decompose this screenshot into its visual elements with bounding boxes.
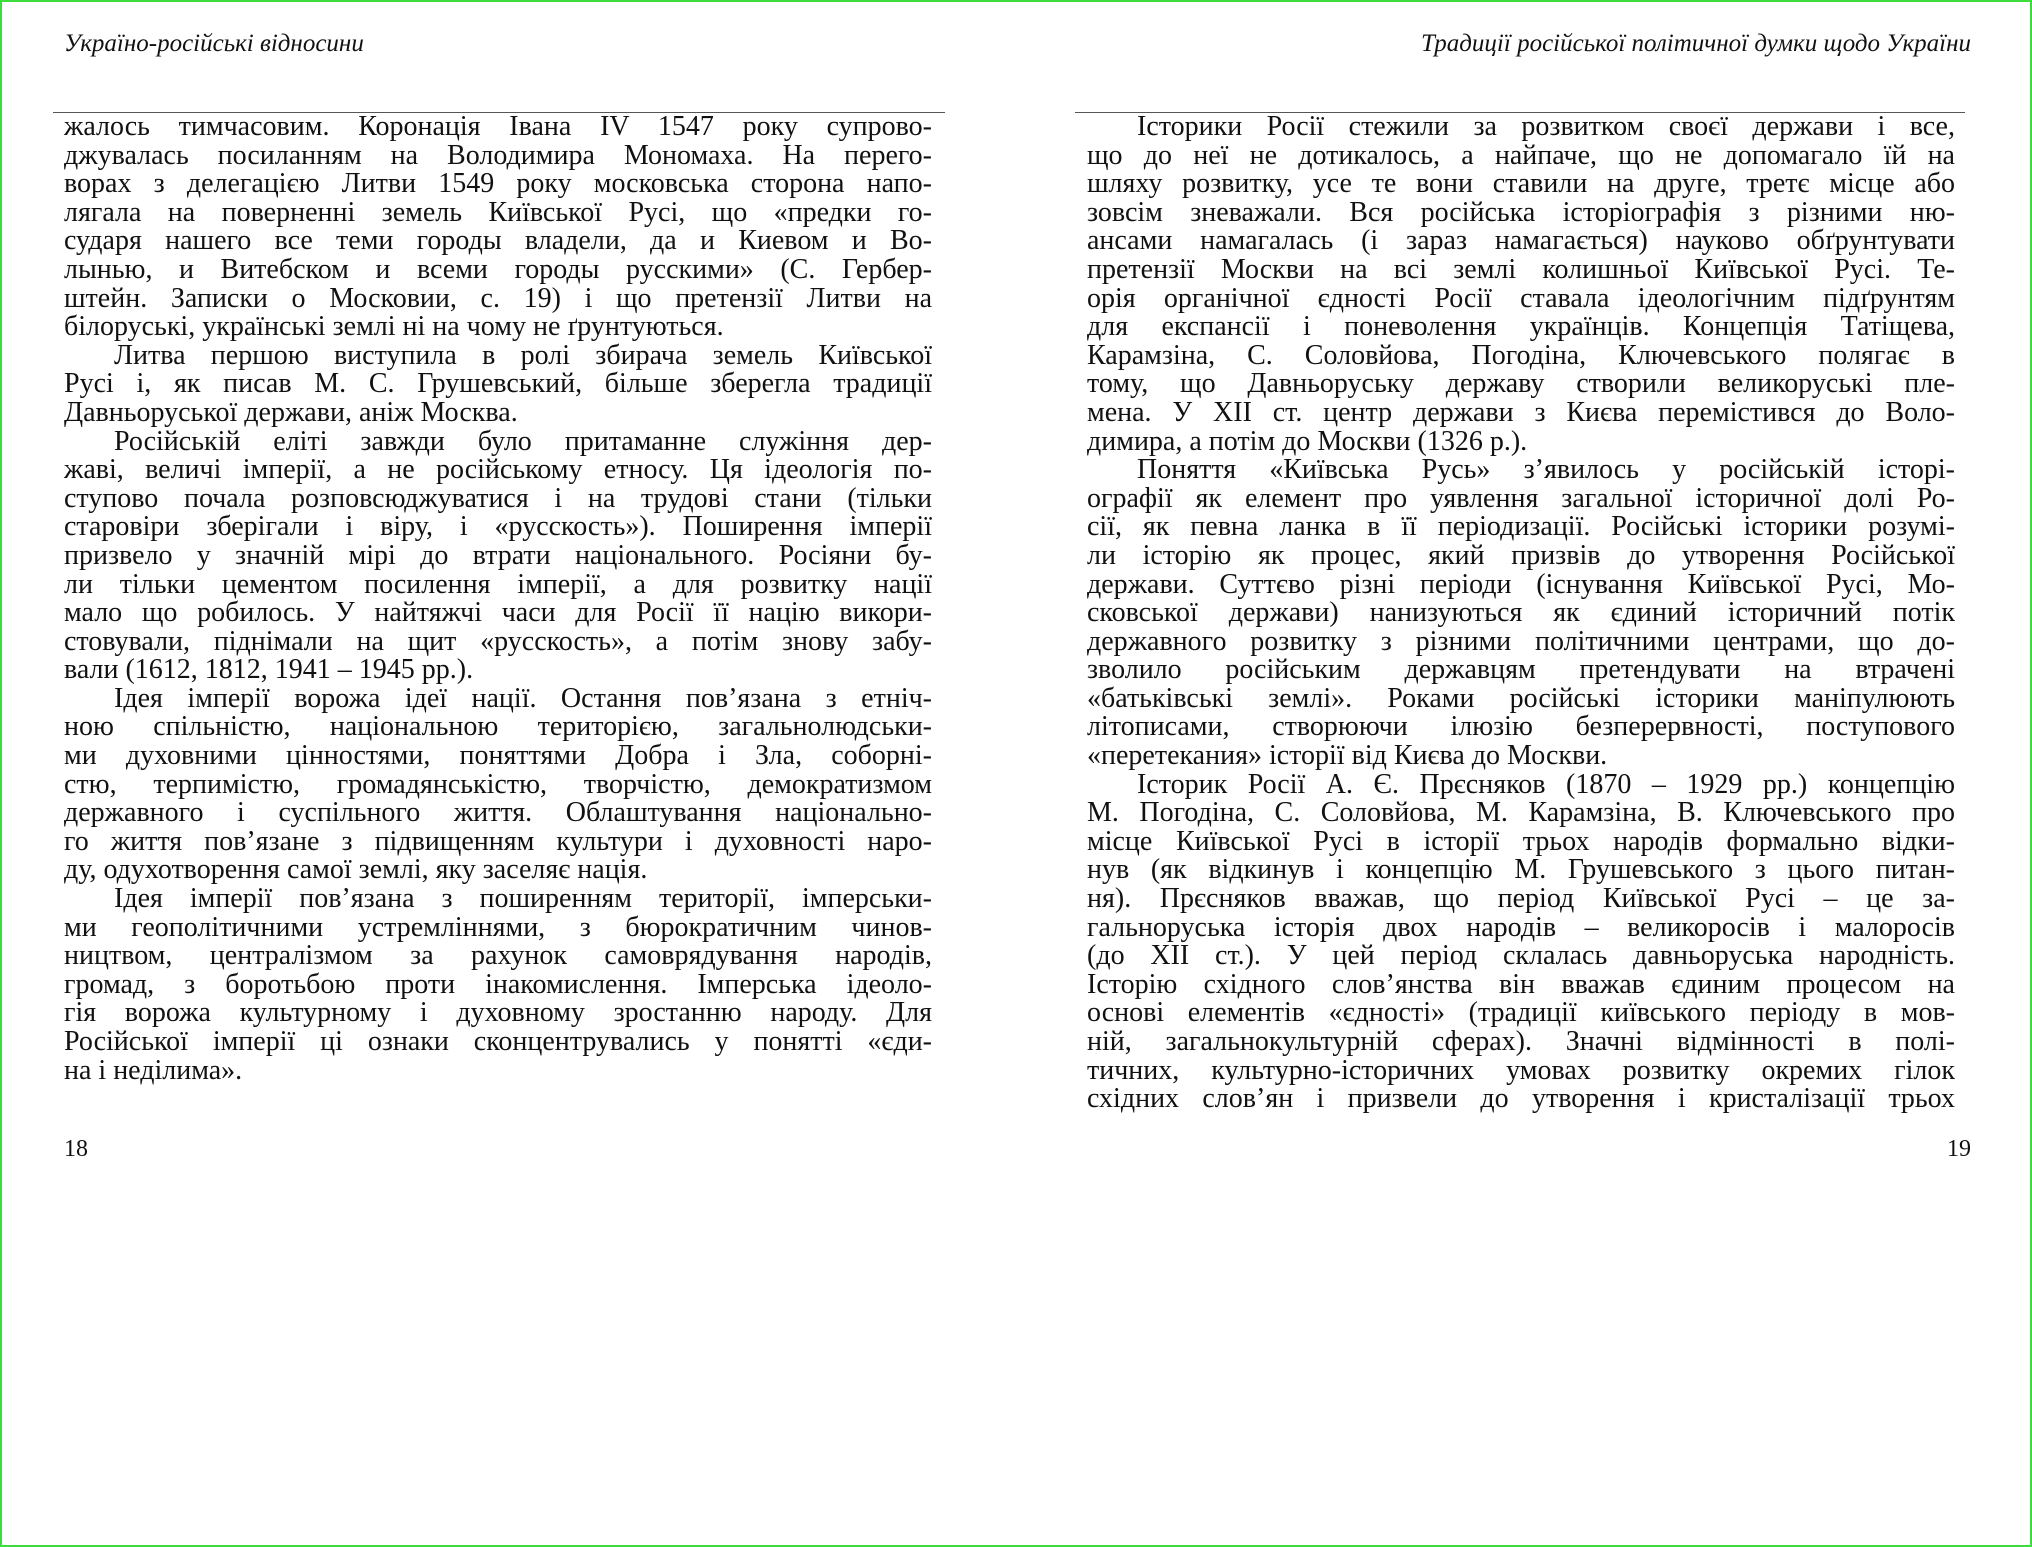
- text-line: держави. Суттєво різні періоди (існування Київської Русі, Мо-: [1087, 568, 1955, 600]
- text-line: ступово почала розповсюджуватися і на трудові стани (тільки: [64, 482, 932, 514]
- text-line: сії, як певна ланка в її періодизації. Російські історики розумі-: [1087, 511, 1955, 543]
- text-line: гія ворожа культурному і духовному зростанню народу. Для: [64, 997, 932, 1029]
- text-line: Російської імперії ці ознаки сконцентрувались у понятті «єди-: [64, 1026, 932, 1057]
- text-line: М. Погодіна, С. Соловйова, М. Карамзіна, В. Ключевського про: [1087, 797, 1955, 829]
- text-line: для експансії і поневолення українців. Концепція Татіщева,: [1087, 311, 1955, 343]
- text-line: ництвом, централізмом за рахунок самоврядування народів,: [64, 940, 932, 972]
- text-line: місце Київської Русі в історії трьох народів формально відки-: [1087, 825, 1955, 857]
- text-line: державного розвитку з різними політичними центрами, що до-: [1087, 625, 1955, 657]
- text-line: ми духовними цінностями, поняттями Добра і Зла, соборні-: [64, 740, 932, 772]
- text-line: вали (1612, 1812, 1941 – 1945 рр.).: [64, 654, 474, 686]
- text-line: на і неділима».: [64, 1054, 243, 1086]
- text-line: сковської держави) нанизуються як єдиний історичний потік: [1087, 597, 1955, 629]
- text-line: східних слов’ян і призвели до утворення і кристалізації трьох: [1087, 1083, 1955, 1115]
- text-line: що до неї не дотикалось, а найпаче, що не допомагало їй на: [1087, 139, 1955, 171]
- running-header: Традиції російської політичної думки щодо України: [1421, 30, 1971, 57]
- text-line: ня). Прєсняков вважав, що період Київської Русі – це за-: [1087, 883, 1955, 915]
- text-line: Ідея імперії пов’язана з поширенням території, імперськи-: [114, 883, 932, 915]
- text-line: державного і суспільного життя. Облаштування національно-: [64, 797, 932, 829]
- page-number: 18: [64, 1136, 88, 1162]
- text-line: Карамзіна, С. Соловйова, Погодіна, Ключевського полягає в: [1087, 339, 1955, 371]
- text-line: лягала на поверненні земель Київської Русі, що «предки го-: [64, 196, 932, 228]
- text-line: ворах з делегацією Литви 1549 року московська сторона напо-: [64, 168, 932, 200]
- text-line: Литва першою виступила в ролі збирача земель Київської: [114, 339, 932, 371]
- text-line: ли тільки цементом посилення імперії, а для розвитку нації: [64, 568, 932, 600]
- text-line: ду, одухотворення самої землі, яку заселяє нація.: [64, 854, 648, 886]
- text-line: шляху розвитку, усе те вони ставили на друге, третє місце або: [1087, 168, 1955, 200]
- text-line: гальноруська історія двох народів – великоросів і малоросів: [1087, 911, 1955, 943]
- text-line: жаві, величі імперії, а не російському етносу. Ця ідеологія по-: [64, 454, 932, 486]
- text-line: Давньоруської держави, аніж Москва.: [64, 396, 518, 428]
- text-line: штейн. Записки о Московии, с. 19) і що претензії Литви на: [64, 282, 932, 314]
- text-line: джувалась посиланням на Володимира Мономаха. На перего-: [64, 139, 932, 171]
- text-line: жалось тимчасовим. Коронація Івана IV 1547 року супрово-: [64, 111, 932, 142]
- text-line: ми геополітичними устремліннями, з бюрократичним чинов-: [64, 911, 932, 943]
- text-line: стю, терпимістю, громадянськістю, творчістю, демократизмом: [64, 768, 932, 800]
- text-line: лынью, и Витебском и всеми городы русскими» (С. Гербер-: [64, 253, 932, 285]
- text-line: Поняття «Київська Русь» з’явилось у російській історі-: [1137, 454, 1955, 486]
- text-line: літописами, створюючи ілюзію безперервності, поступового: [1087, 711, 1955, 743]
- text-line: Ідея імперії ворожа ідеї нації. Остання пов’язана з етніч-: [114, 682, 932, 714]
- text-line: мало що робилось. У найтяжчі часи для Росії її націю викори-: [64, 597, 932, 629]
- text-line: ографії як елемент про уявлення загальної історичної долі Ро-: [1087, 482, 1955, 514]
- text-line: ли історію як процес, який призвів до утворення Російської: [1087, 539, 1955, 571]
- text-line: мена. У XII ст. центр держави з Києва перемістився до Воло-: [1087, 396, 1955, 428]
- text-line: Історію східного слов’янства він вважав єдиним процесом на: [1087, 968, 1955, 1000]
- text-line: сударя нашего все теми городы владели, да и Киевом и Во-: [64, 225, 932, 257]
- text-line: го життя пов’язане з підвищенням культури і духовності наро-: [64, 825, 932, 857]
- text-line: Історики Росії стежили за розвитком своєї держави і все,: [1137, 111, 1955, 142]
- text-line: ній, загальнокультурній сферах). Значні відмінності в полі-: [1087, 1026, 1955, 1057]
- text-line: призвело у значній мірі до втрати національного. Росіяни бу-: [64, 539, 932, 571]
- right-page: [1016, 0, 2032, 1547]
- text-line: претензії Москви на всі землі колишньої Київської Русі. Те-: [1087, 253, 1955, 285]
- text-line: Історик Росії А. Є. Прєсняков (1870 – 1929 рр.) концепцію: [1137, 768, 1955, 800]
- text-line: тичних, культурно-історичних умовах розвитку окремих гілок: [1087, 1054, 1955, 1086]
- page-body: [64, 113, 932, 1085]
- text-line: орія органічної єдності Росії ставала ідеологічним підґрунтям: [1087, 282, 1955, 314]
- running-header: Україно-російські відносини: [64, 30, 364, 57]
- text-line: «перетекания» історії від Києва до Москви.: [1087, 740, 1608, 772]
- text-line: ною спільністю, національною територією, загальнолюдськи-: [64, 711, 932, 743]
- text-line: «батьківські землі». Роками російські історики маніпулюють: [1087, 682, 1955, 714]
- text-line: нув (як відкинув і концепцію М. Грушевського з цього питан-: [1087, 854, 1955, 886]
- text-line: зволило російським державцям претендувати на втрачені: [1087, 654, 1955, 686]
- text-line: димира, а потім до Москви (1326 р.).: [1087, 425, 1528, 457]
- text-line: Русі і, як писав М. С. Грушевський, більше зберегла традиції: [64, 368, 932, 400]
- text-line: зовсім зневажали. Вся російська історіографія з різними ню-: [1087, 196, 1955, 228]
- page-body: [1087, 113, 1955, 1114]
- text-line: білоруські, українські землі ні на чому не ґрунтуються.: [64, 311, 724, 343]
- text-line: Російській еліті завжди було притаманне служіння дер-: [114, 425, 932, 457]
- text-line: (до XII ст.). У цей період склалась давньоруська народність.: [1087, 940, 1955, 972]
- text-line: ансами намагалась (і зараз намагається) науково обґрунтувати: [1087, 225, 1955, 257]
- text-line: тому, що Давньоруську державу створили великоруські пле-: [1087, 368, 1955, 400]
- page-number: 19: [1947, 1136, 1971, 1162]
- text-line: старовіри зберігали і віру, і «русскость»). Поширення імперії: [64, 511, 932, 543]
- text-line: громад, з боротьбою проти інакомислення. Імперська ідеоло-: [64, 968, 932, 1000]
- text-line: стовували, піднімали на щит «русскость», а потім знову забу-: [64, 625, 932, 657]
- text-line: основі елементів «єдності» (традиції київського періоду в мов-: [1087, 997, 1955, 1029]
